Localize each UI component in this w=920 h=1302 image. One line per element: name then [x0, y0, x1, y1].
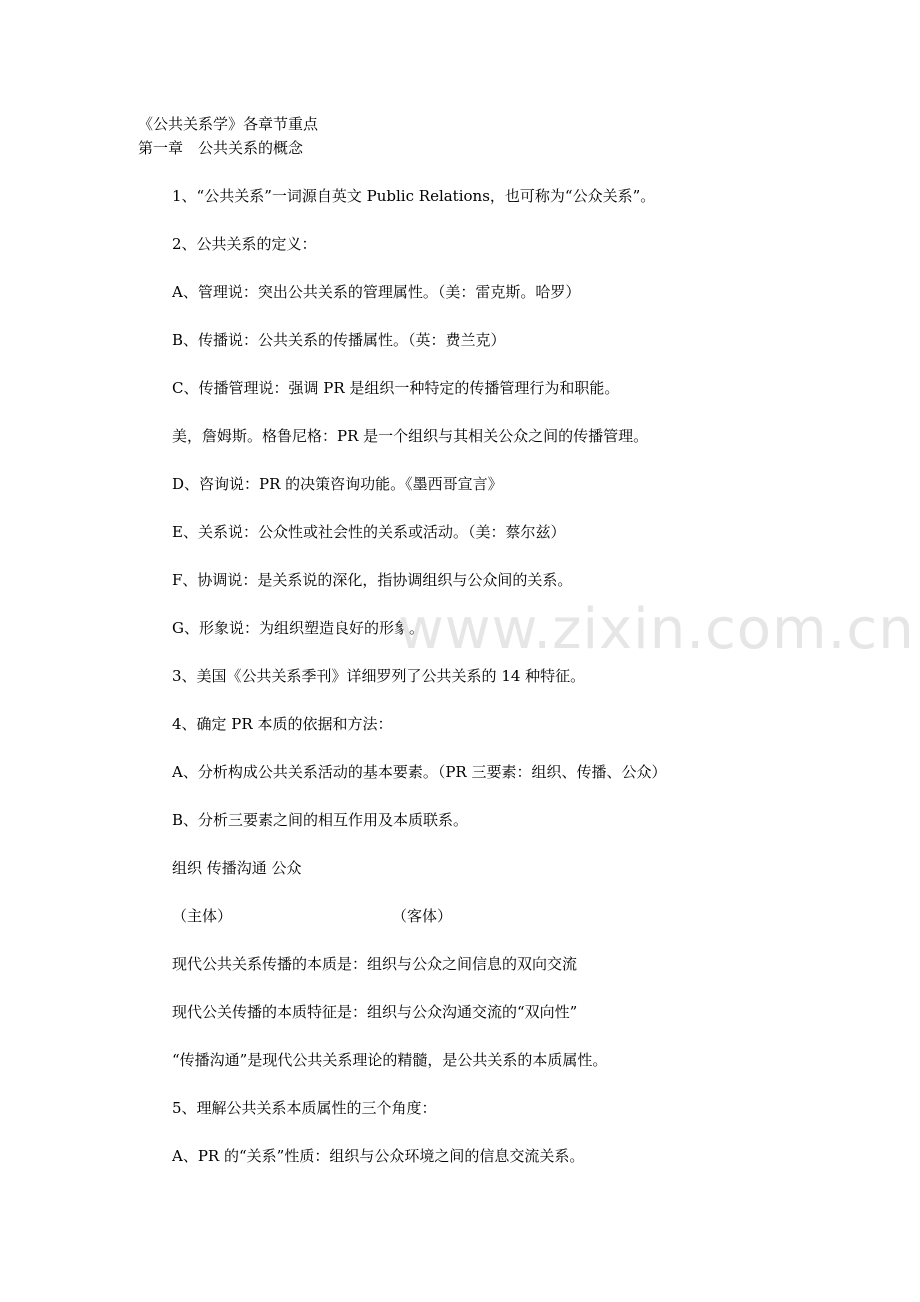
object-label: （客体）	[392, 907, 453, 925]
paragraph-1: 1、“公共关系”一词源自英文 Public Relations，也可称为“公众关系”。	[172, 187, 656, 205]
communication-essence-line: “传播沟通”是现代公共关系理论的精髓，是公共关系的本质属性。	[172, 1051, 608, 1069]
paragraph-4: 4、确定 PR 本质的依据和方法：	[172, 715, 393, 733]
definition-f: F、协调说：是关系说的深化，指协调组织与公众间的关系。	[172, 571, 573, 589]
definition-e: E、关系说：公众性或社会性的关系或活动。（美：蔡尔兹）	[172, 523, 566, 541]
definition-g: G、形象说：为组织塑造良好的形象。	[172, 619, 424, 637]
chapter-heading: 第一章 公共关系的概念	[138, 139, 304, 157]
document-title: 《公共关系学》各章节重点	[138, 115, 319, 133]
essence-feature-line: 现代公关传播的本质特征是：组织与公众沟通交流的“双向性”	[172, 1003, 578, 1021]
method-a: A、分析构成公共关系活动的基本要素。（PR 三要素：组织、传播、公众）	[172, 763, 667, 781]
method-b: B、分析三要素之间的相互作用及本质联系。	[172, 811, 469, 829]
subject-object-line	[172, 906, 452, 926]
paragraph-2: 2、公共关系的定义：	[172, 235, 317, 253]
perspective-a: A、PR 的“关系”性质：组织与公众环境之间的信息交流关系。	[172, 1147, 585, 1165]
definition-d: D、咨询说：PR 的决策咨询功能。《墨西哥宣言》	[172, 475, 503, 493]
definition-b: B、传播说：公共关系的传播属性。（英：费兰克）	[172, 331, 506, 349]
watermark: www.zixin.com.cn	[398, 597, 915, 662]
definition-c-note: 美，詹姆斯。格鲁尼格：PR 是一个组织与其相关公众之间的传播管理。	[172, 427, 649, 445]
definition-c: C、传播管理说：强调 PR 是组织一种特定的传播管理行为和职能。	[172, 379, 620, 397]
subject-label: （主体）	[172, 907, 233, 925]
definition-a: A、管理说：突出公共关系的管理属性。（美：雷克斯。哈罗）	[172, 283, 581, 301]
paragraph-5: 5、理解公共关系本质属性的三个角度：	[172, 1099, 437, 1117]
essence-line: 现代公共关系传播的本质是：组织与公众之间信息的双向交流	[172, 955, 578, 973]
paragraph-3: 3、美国《公共关系季刊》详细罗列了公共关系的 14 种特征。	[172, 667, 586, 685]
elements-line: 组织 传播沟通 公众	[172, 859, 302, 877]
